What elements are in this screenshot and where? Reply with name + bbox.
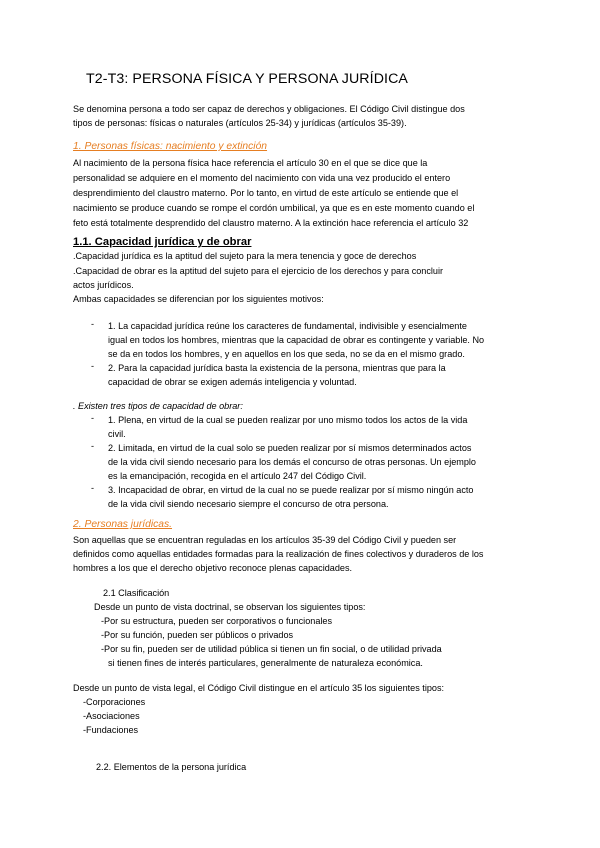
list-bullet: - (91, 413, 95, 423)
section-heading-personas-juridicas: 2. Personas jurídicas. (73, 519, 173, 530)
paragraph-line: .Capacidad de obrar es la aptitud del sujeto para el ejercicio de los derechos y para concluir (73, 266, 444, 276)
legal-item: -Fundaciones (83, 725, 139, 735)
list-item-line: es la emancipación, recogida en el artículo 247 del Código Civil. (108, 471, 367, 481)
subsection-clasificacion: 2.1 Clasificación (103, 588, 170, 598)
list-bullet: - (91, 441, 95, 451)
page-title: T2-T3: PERSONA FÍSICA Y PERSONA JURÍDICA (86, 71, 408, 87)
paragraph-line: Al nacimiento de la persona física hace referencia el artículo 30 en el que se dice que la (73, 158, 428, 168)
paragraph-line: actos jurídicos. (73, 280, 134, 290)
paragraph-line: personalidad se adquiere en el momento del nacimiento con vida una vez producido el entero (73, 173, 451, 183)
list-item-line: 2. Limitada, en virtud de la cual solo se pueden realizar por sí mismos determinados actos (108, 443, 472, 453)
doctrinal-item: si tienen fines de interés particulares, generalmente de naturaleza económica. (108, 658, 423, 668)
paragraph-line: feto está totalmente desprendido del claustro materno. A la extinción hace referencia el artículo 32 (73, 218, 469, 228)
list-item-line: igual en todos los hombres, mientras que la capacidad de obrar es contingente y variable. No (108, 335, 485, 345)
paragraph-line: .Capacidad jurídica es la aptitud del sujeto para la mera tenencia y goce de derechos (73, 251, 417, 261)
list-item-line: de la vida civil siendo necesario siempre el concurso de otra persona. (108, 499, 389, 509)
list-item-line: capacidad de obrar se exigen además inteligencia y voluntad. (108, 377, 357, 387)
paragraph-line: hombres a los que el derecho objetivo reconoce plenas capacidades. (73, 563, 353, 573)
doctrinal-intro: Desde un punto de vista doctrinal, se observan los siguientes tipos: (94, 602, 366, 612)
list-item-line: 3. Incapacidad de obrar, en virtud de la cual no se puede realizar por sí mismo ningún acto (108, 485, 474, 495)
paragraph-line: desprendimiento del claustro materno. Por lo tanto, en virtud de este artículo se entiende que el (73, 188, 459, 198)
list-bullet: - (91, 319, 95, 329)
doctrinal-item: -Por su función, pueden ser públicos o privados (101, 630, 294, 640)
section-heading-capacidad: 1.1. Capacidad jurídica y de obrar (73, 236, 252, 248)
list-bullet: - (91, 483, 95, 493)
list-item-line: 1. La capacidad jurídica reúne los caracteres de fundamental, indivisible y esencialmente (108, 321, 467, 331)
list-bullet: - (91, 361, 95, 371)
doctrinal-item: -Por su fin, pueden ser de utilidad pública si tienen un fin social, o de utilidad privada (101, 644, 442, 654)
legal-item: -Asociaciones (83, 711, 140, 721)
subsection-elementos: 2.2. Elementos de la persona jurídica (96, 762, 247, 772)
doctrinal-item: -Por su estructura, pueden ser corporativos o funcionales (101, 616, 333, 626)
list-item-line: se da en todos los hombres, y en aquellos en los que seda, no se da en el mismo grado. (108, 349, 465, 359)
paragraph-line: nacimiento se produce cuando se rompe el cordón umbilical, ya que es en este momento cuando el (73, 203, 475, 213)
list-item-line: de la vida civil siendo necesario para los demás el concurso de otras personas. Un ejemplo (108, 457, 476, 467)
intro-line: Se denomina persona a todo ser capaz de derechos y obligaciones. El Código Civil distingue dos (73, 104, 465, 114)
list-item-line: 2. Para la capacidad jurídica basta la existencia de la persona, mientras que para la (108, 363, 446, 373)
paragraph-line: Son aquellas que se encuentran reguladas en los artículos 35-39 del Código Civil y pueden ser (73, 535, 457, 545)
legal-item: -Corporaciones (83, 697, 146, 707)
legal-intro: Desde un punto de vista legal, el Código Civil distingue en el artículo 35 los siguientes tipos: (73, 683, 445, 693)
paragraph-line: Ambas capacidades se diferencian por los siguientes motivos: (73, 294, 324, 304)
list-item-line: 1. Plena, en virtud de la cual se pueden realizar por uno mismo todos los actos de la vida (108, 415, 468, 425)
section-heading-personas-fisicas: 1. Personas físicas: nacimiento y extinción (73, 141, 268, 152)
types-intro: . Existen tres tipos de capacidad de obrar: (73, 401, 243, 411)
paragraph-line: definidos como aquellas entidades formadas para la realización de fines colectivos y duraderos de los (73, 549, 484, 559)
list-item-line: civil. (108, 429, 126, 439)
intro-line: tipos de personas: físicas o naturales (artículos 25-34) y jurídicas (artículos 35-39). (73, 118, 407, 128)
